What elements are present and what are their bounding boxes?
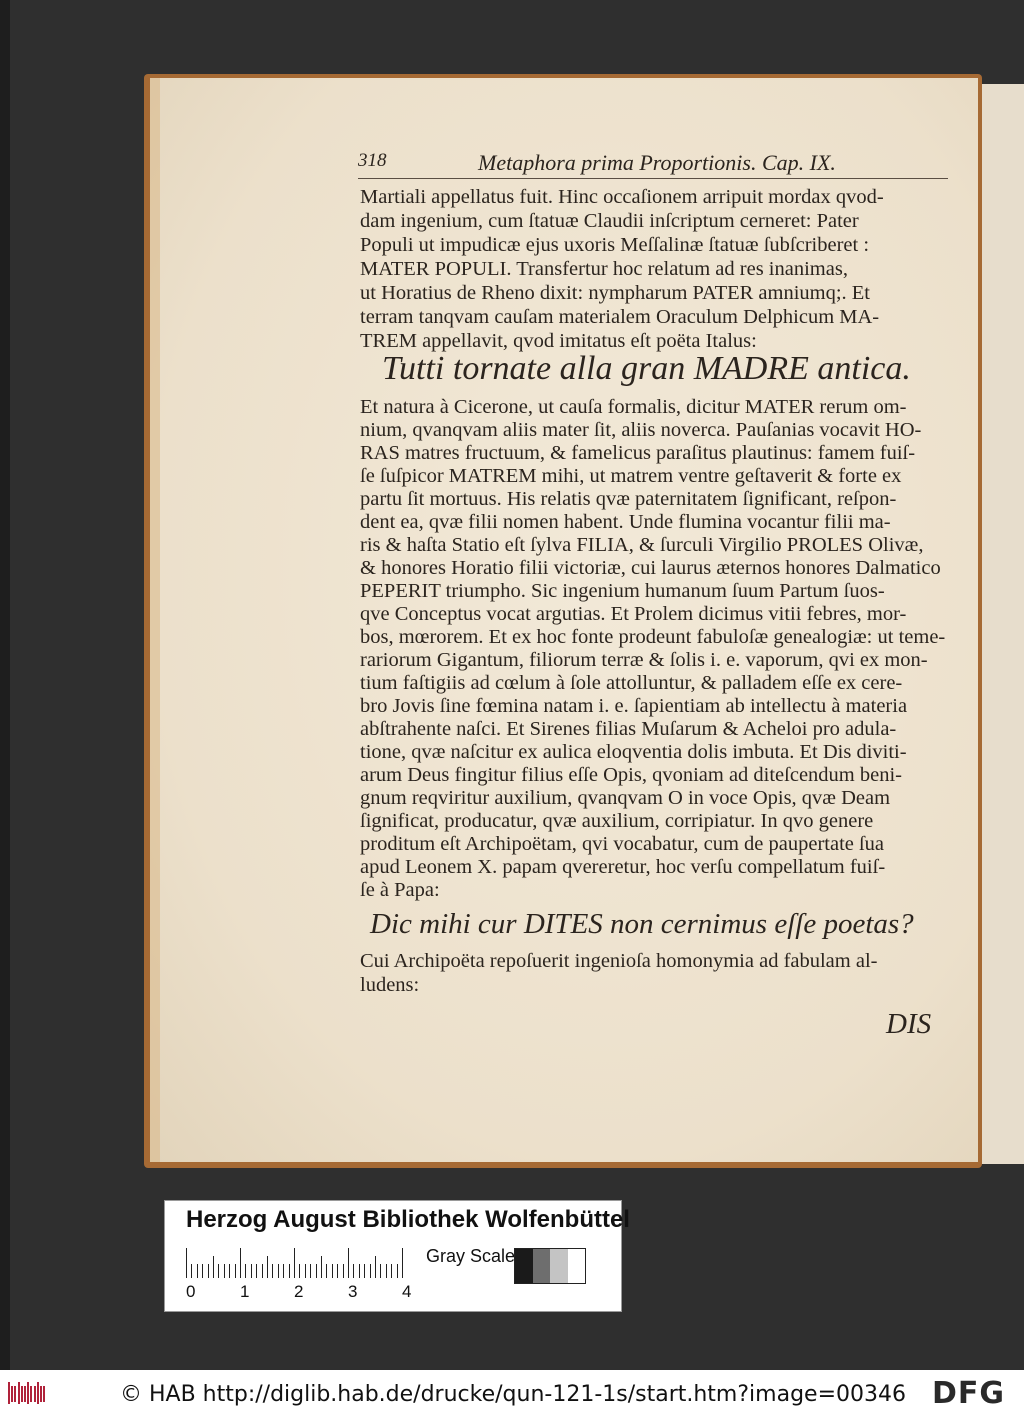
ruler-tick: [310, 1264, 311, 1278]
text-line: TREM appellavit, qvod imitatus eſt poëta Italus:: [360, 330, 757, 352]
text-line: dam ingenium, cum ſtatuæ Claudii inſcriptum cerneret: Pater: [360, 210, 859, 232]
ruler-tick: [353, 1264, 354, 1278]
text-line: Populi ut impudicæ ejus uxoris Meſſalinæ ſtatuæ ſubſcriberet :: [360, 234, 870, 256]
ruler-number: 3: [348, 1282, 358, 1301]
ruler-number: 1: [240, 1282, 250, 1301]
text-line: gnum reqviritur auxilium, qvanqvam O in voce Opis, qvæ Deam: [360, 787, 891, 809]
gray-level-block: [568, 1249, 586, 1283]
gray-level-block: [533, 1249, 551, 1283]
ruler-tick: [375, 1256, 376, 1278]
ruler-tick: [191, 1264, 192, 1278]
text-line: Et natura à Cicerone, ut cauſa formalis, dicitur MATER rerum om-: [360, 396, 907, 418]
text-line: abſtrahente naſci. Et Sirenes filias Muſarum & Acheloi pro adula-: [360, 718, 897, 740]
ruler-tick: [208, 1264, 209, 1278]
text-line: nium, qvanqvam aliis mater ſit, aliis noverca. Pauſanias vocavit HO-: [360, 419, 922, 441]
ruler-tick: [364, 1264, 365, 1278]
text-line: bos, mœrorem. Et ex hoc fonte prodeunt fabuloſæ genealogiæ: ut teme-: [360, 626, 946, 648]
text-line: terram tanqvam cauſam materialem Oraculum Delphicum MA-: [360, 306, 880, 328]
ruler-tick: [186, 1248, 187, 1278]
ruler-tick: [370, 1264, 371, 1278]
ruler-tick: [272, 1264, 273, 1278]
text-line: partu ſit mortuus. His relatis qvæ paternitatem ſignificant, reſpon-: [360, 488, 897, 510]
text-line: tium faſtigiis ad cœlum à ſole attolluntur, & palladem eſſe ex cere-: [360, 672, 903, 694]
page-header: [358, 150, 948, 180]
gray-level-block: [515, 1249, 533, 1283]
text-line: ſignificat, producatur, qvæ auxilium, corripiatur. In qvo genere: [360, 810, 874, 832]
hab-logo-icon: [8, 1378, 48, 1408]
text-line: bro Jovis ſine fœmina natam i. e. ſapientiam ab intellectu à materia: [360, 695, 908, 717]
text-line: Martiali appellatus fuit. Hinc occaſionem arripuit mordax qvod-: [360, 186, 884, 208]
text-line: arum Deus fingitur filius eſſe Opis, qvoniam ad diteſcendum beni-: [360, 764, 902, 786]
ruler-tick: [294, 1248, 295, 1278]
measurement-ruler: [186, 1248, 410, 1278]
catchword: DIS: [886, 1008, 932, 1040]
ruler-tick: [359, 1264, 360, 1278]
ruler-tick: [402, 1248, 403, 1278]
ruler-tick: [299, 1264, 300, 1278]
dfg-logo: DFG: [932, 1376, 1006, 1411]
text-line: ut Horatius de Rheno dixit: nympharum PATER amniumq;. Et: [360, 282, 871, 304]
facing-page-edge: [978, 84, 1024, 1164]
ruler-tick: [262, 1264, 263, 1278]
ruler-tick: [229, 1264, 230, 1278]
ruler-number: 0: [186, 1282, 196, 1301]
header-rule: [358, 178, 948, 179]
text-line: apud Leonem X. papam qvereretur, hoc verſu compellatum fuiſ-: [360, 856, 886, 878]
ruler-tick: [326, 1264, 327, 1278]
text-line: MATER POPULI. Transfertur hoc relatum ad res inanimas,: [360, 258, 848, 280]
ruler-numbers: [186, 1282, 426, 1304]
text-line: ris & haſta Statio eſt ſylva FILIA, & ſurculi Virgilio PROLES Olivæ,: [360, 534, 924, 556]
scan-left-edge: [0, 0, 10, 1370]
text-line: rariorum Gigantum, filiorum terræ & ſolis i. e. vaporum, qvi ex mon-: [360, 649, 928, 671]
ruler-tick: [289, 1264, 290, 1278]
ruler-tick: [397, 1264, 398, 1278]
running-head: Metaphora prima Proportionis. Cap. IX.: [478, 150, 836, 175]
ruler-tick: [278, 1264, 279, 1278]
ruler-tick: [235, 1264, 236, 1278]
ruler-tick: [240, 1248, 241, 1278]
ruler-tick: [343, 1264, 344, 1278]
text-line: ſe à Papa:: [360, 879, 440, 901]
library-name: Herzog August Bibliothek Wolfenbüttel: [186, 1206, 630, 1233]
ruler-tick: [386, 1264, 387, 1278]
text-line: proditum eſt Archipoëtam, qvi vocabatur, cum de paupertate ſua: [360, 833, 885, 855]
ruler-tick: [391, 1264, 392, 1278]
gray-scale-swatch: [514, 1248, 586, 1284]
text-line: & honores Horatio filii victoriæ, cui laurus æternos honores Dalmatico: [360, 557, 941, 579]
verse-quotation: Dic mihi cur DITES non cernimus eſſe poetas?: [370, 908, 914, 940]
ruler-tick: [224, 1264, 225, 1278]
copyright-url: © HAB http://diglib.hab.de/drucke/qun-121-1s/start.htm?image=00346: [120, 1382, 906, 1407]
ruler-tick: [245, 1264, 246, 1278]
ruler-tick: [321, 1256, 322, 1278]
ruler-tick: [283, 1264, 284, 1278]
ruler-tick: [213, 1256, 214, 1278]
ruler-tick: [267, 1256, 268, 1278]
text-line: qve Conceptus vocat argutias. Et Prolem dicimus vitii febres, mor-: [360, 603, 907, 625]
ruler-tick: [316, 1264, 317, 1278]
ruler-tick: [332, 1264, 333, 1278]
ruler-tick: [197, 1264, 198, 1278]
ruler-tick: [256, 1264, 257, 1278]
ruler-tick: [251, 1264, 252, 1278]
ruler-number: 4: [402, 1282, 412, 1301]
text-line: PEPERIT triumpho. Sic ingenium humanum ſuum Partum ſuos-: [360, 580, 885, 602]
ruler-tick: [348, 1248, 349, 1278]
text-line: RAS matres fructuum, & famelicus paraſitus plautinus: famem fuiſ-: [360, 442, 916, 464]
text-line: tione, qvæ naſcitur ex aulica eloqventia dolis imbuta. Et Dis diviti-: [360, 741, 907, 763]
text-line: ludens:: [360, 974, 420, 996]
gray-level-block: [550, 1249, 568, 1283]
ruler-number: 2: [294, 1282, 304, 1301]
ruler-tick: [305, 1264, 306, 1278]
verse-quotation: Tutti tornate alla gran MADRE antica.: [382, 350, 911, 387]
text-line: ſe ſuſpicor MATREM mihi, ut matrem ventre geſtaverit & forte ex: [360, 465, 902, 487]
ruler-tick: [380, 1264, 381, 1278]
text-line: dent ea, qvæ filii nomen habent. Unde flumina vocantur filii ma-: [360, 511, 891, 533]
ruler-tick: [337, 1264, 338, 1278]
text-line: Cui Archipoëta repoſuerit ingenioſa homonymia ad fabulam al-: [360, 950, 878, 972]
gray-scale-label: Gray Scale: [426, 1246, 516, 1266]
page-gutter-shading: [150, 78, 160, 1162]
page-number: 318: [358, 150, 387, 171]
ruler-tick: [202, 1264, 203, 1278]
ruler-tick: [218, 1264, 219, 1278]
